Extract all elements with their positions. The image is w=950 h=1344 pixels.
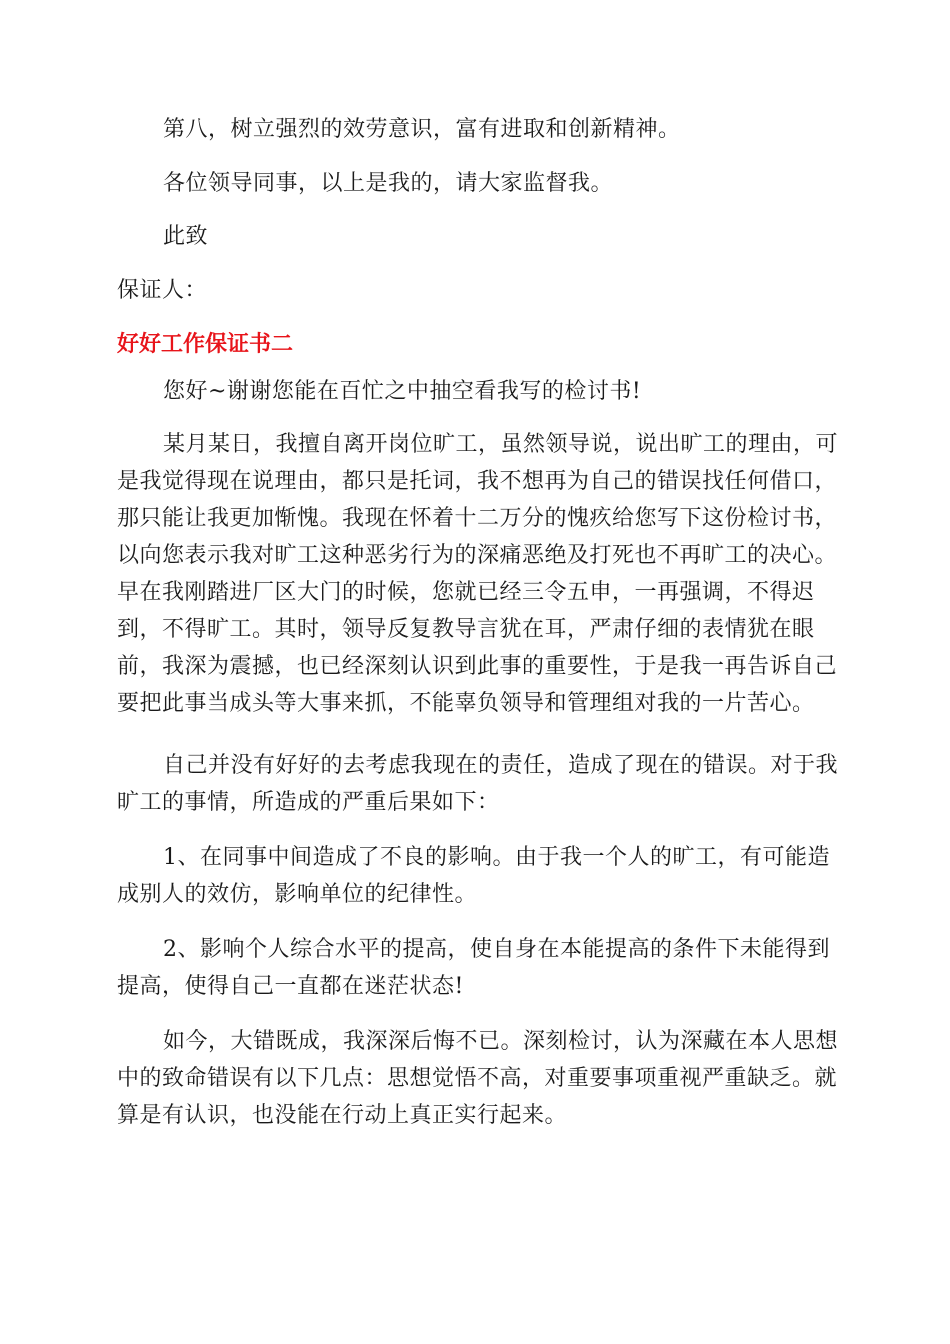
paragraph-line: 到，不得旷工。其时，领导反复教导言犹在耳，严肃仔细的表情犹在眼 <box>117 617 815 642</box>
paragraph-line: 中的致命错误有以下几点：思想觉悟不高，对重要事项重视严重缺乏。就 <box>117 1066 838 1091</box>
paragraph-line: 某月某日，我擅自离开岗位旷工，虽然领导说，说出旷工的理由，可 <box>163 432 839 457</box>
paragraph-line: 2、影响个人综合水平的提高，使自身在本能提高的条件下未能得到 <box>163 937 830 962</box>
paragraph-line: 要把此事当成头等大事来抓，不能辜负领导和管理组对我的一片苦心。 <box>117 691 815 716</box>
guarantor-label: 保证人： <box>117 278 208 303</box>
paragraph-line: 成别人的效仿，影响单位的纪律性。 <box>117 882 478 907</box>
paragraph-line: 算是有认识，也没能在行动上真正实行起来。 <box>117 1103 568 1128</box>
paragraph-line: 如今，大错既成，我深深后悔不已。深刻检讨，认为深藏在本人思想 <box>163 1029 839 1054</box>
paragraph-line: 那只能让我更加惭愧。我现在怀着十二万分的愧疚给您写下这份检讨书， <box>117 506 838 531</box>
paragraph-line: 以向您表示我对旷工这种恶劣行为的深痛恶绝及打死也不再旷工的决心。 <box>117 543 838 568</box>
paragraph-line: 自己并没有好好的去考虑我现在的责任，造成了现在的错误。对于我 <box>163 753 839 778</box>
paragraph-line: 旷工的事情，所造成的严重后果如下： <box>117 790 500 815</box>
paragraph-line: 提高，使得自己一直都在迷茫状态! <box>117 974 464 999</box>
paragraph-line: 前，我深为震撼，也已经深刻认识到此事的重要性，于是我一再告诉自己 <box>117 654 838 679</box>
paragraph-line: 是我觉得现在说理由，都只是托词，我不想再为自己的错误找任何借口， <box>117 469 838 494</box>
regards-text: 此致 <box>163 224 209 249</box>
greeting-text: 您好~谢谢您能在百忙之中抽空看我写的检讨书! <box>163 379 642 404</box>
paragraph-line: 1、在同事中间造成了不良的影响。由于我一个人的旷工，有可能造 <box>163 845 830 870</box>
item-eight: 第八，树立强烈的效劳意识，富有进取和创新精神。 <box>163 117 681 142</box>
section-title: 好好工作保证书二 <box>117 332 294 357</box>
closing-remark: 各位领导同事，以上是我的，请大家监督我。 <box>163 171 614 196</box>
paragraph-line: 早在我刚踏进厂区大门的时候，您就已经三令五申，一再强调，不得迟 <box>117 580 815 605</box>
